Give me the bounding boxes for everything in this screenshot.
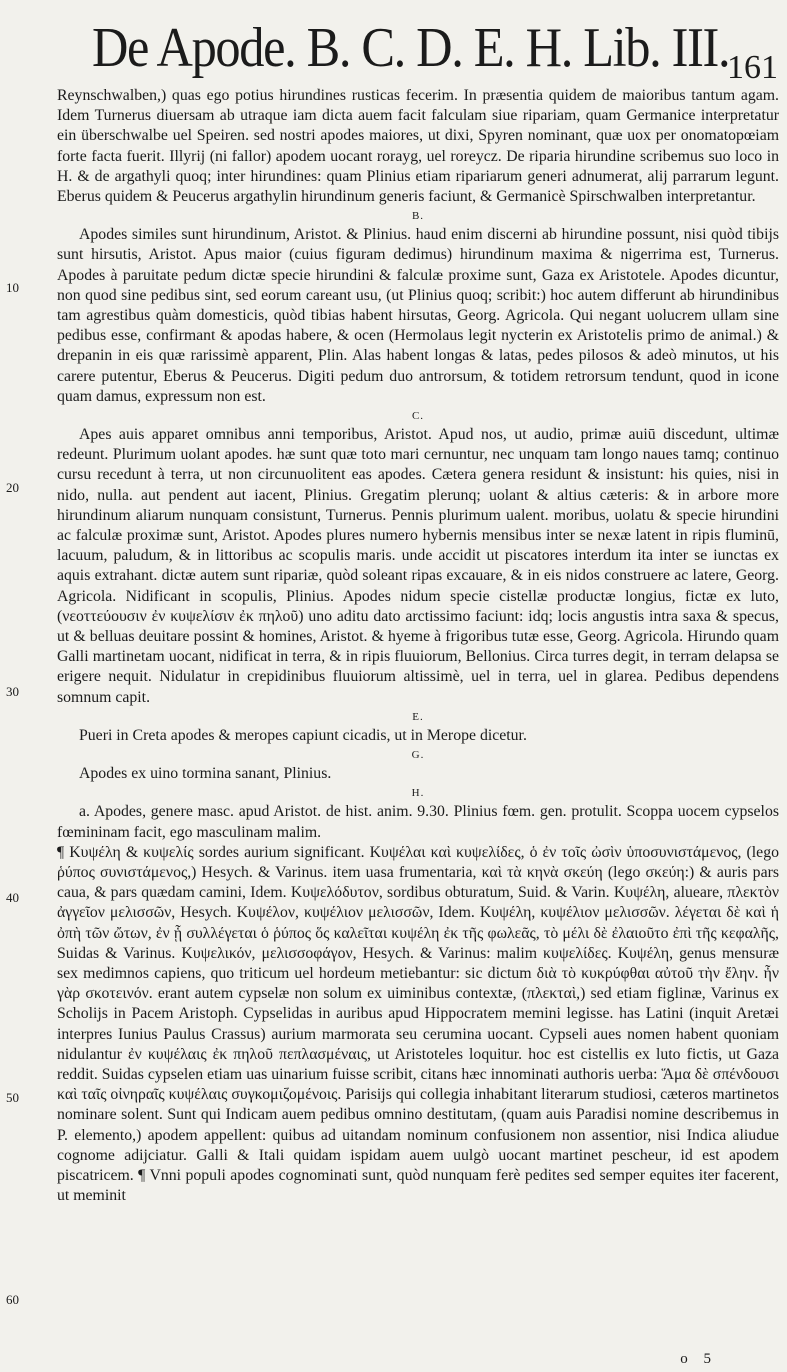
line-number: 10 bbox=[6, 280, 19, 295]
section-g-paragraph: Apodes ex uino tormina sanant, Plinius. bbox=[79, 765, 332, 783]
line-number: 50 bbox=[6, 1090, 19, 1105]
section-h-paragraph-a: a. Apodes, genere masc. apud Aristot. de hist. anim. 9.30. Plinius fœm. gen. protulit. Scoppa uocem cypselos fœmininam facit, ego masculinam malim. bbox=[57, 803, 779, 841]
line-number: 30 bbox=[6, 684, 19, 699]
line-number: 60 bbox=[6, 1292, 19, 1307]
section-c-heading: C. bbox=[411, 410, 425, 423]
running-head: De Apode. B. C. D. E. H. Lib. III. bbox=[92, 17, 730, 79]
page-header bbox=[92, 14, 782, 86]
intro-paragraph: Reynschwalben,) quas ego potius hirundines rusticas fecerim. In præsentia quidem de maioribus tantum agam. Idem Turnerus diuersam ab utraque iam dicta auem facit falculam siue ripariam, quam Germanice interpretatur ein überschwalbe uel Speiren. sed nostri apodes maiores, ut dixi, Spyren nominant, quæ uox per onomatopœiam forte facta fuerit. Illyrij (ni fallor) apodem uocant rorayg, uel roreycz. De riparia hirundine scribemus suo loco in H. & de argathyli quoq; inter hirundines: quam Plinius etiam ripariarum generi adnumerat, alij parrarum legunt. Eberus quidem & Peucerus argathylin hirundinum generis faciunt, & Germanicè Spirschwalben interpretantur. bbox=[57, 87, 779, 206]
signature-mark: o 5 bbox=[680, 1351, 717, 1367]
section-g-heading: G. bbox=[411, 749, 425, 762]
section-h-paragraph-b: ¶ Κυψέλη & κυψελίς sordes aurium significant. Κυψέλαι καὶ κυψελίδες, ὁ ἐν τοῖς ὠσὶν ὑποσυνιστάμενος, (lego ῥύπος συνιστάμενος,) Hesych. & Varinus. item uasa frumentaria, καὶ τὰ κηνὰ σκεύη (lego σκεύη:) & auris pars caua, & pars quædam camini, Idem. Κυψελόδυτον, sordibus obturatum, Suid. & Varin. Κυψέλη, alueare, πλεκτὸν ἀγγεῖον μελισσῶν, Hesych. Κυψέλον, κυψέλιον μελισσῶν, Idem. Κυψέλη, κυψέλιον μελισσῶν. λέγεται δὲ καὶ ἡ ὀπὴ τῶν ὤτων, ἐν ᾗ συλλέγεται ὁ ῥύπος ὅς καλεῖται κυψέλη ἐκ τῆς φωλεᾶς, τὸ μέλι δὲ ἐλαιοῦτο ἐπὶ τῆς κεφαλῆς, Suidas & Varinus. Κυψελικόν, μελισσοφάγον, Hesych. & Varinus: malim κυψελίδες. Κυψέλη, genus mensuræ sex medimnos capiens, quo triticum uel hordeum metiebantur: sic dictum διὰ τὸ κυκρύφθαι αὐτοῦ τὴν ἔλην. ἦν γὰρ σκοτεινόν. erant autem cypselæ non solum ex uiminibus contextæ, (πλεκταὶ,) sed etiam figlinæ, Varinus ex Scholijs in Pacem Aristoph. Cypselidas in auribus apud Hippocratem memini legisse. has Latini (inquit Aretæi interpres Iunius Paulus Crassus) aurium marmorata seu cerumina uocant. Cypseli aues nomen habent quoniam nidulantur ἐν κυψέλαις ἐκ πηλοῦ πεπλασμέναις, ut Aristoteles loquitur. hoc est cistellis ex luto fictis, ut Gaza reddit. Suidas cypselen etiam uas uinarium fuisse scribit, citans hæc innominati authoris uerba: Ἅμα δὲ σπένδουσι καὶ ταῖς οἰνηραῖς κυψέλαις συγκομιζομένοις. Parisijs qui collegia inhabitant literarum studiosi, cæteros martinetos nominare solent. Sunt qui Indicam auem pedibus omnino destitutam, (quam auis Paradisi nomine describemus in P. elemento,) apodem appellent: quibus ad uitandam nominum confusionem non assentior, nisi Indica aliudue cognome adijciatur. Galli & Itali quidam ispidam auem uulgò uocant martinet pescheur, id est apodem piscatricem. ¶ Vnni populi apodes cognominati sunt, quòd nunquam ferè pedites sed semper equites iter facerent, ut meminit bbox=[57, 843, 779, 1205]
section-b-paragraph: Apodes similes sunt hirundinum, Aristot. & Plinius. haud enim discerni ab hirundine possunt, nisi quòd tibijs sunt hirsutis, Aristot. Apus maior (cuius figuram dedimus) hirundinum maxima & nigerrima est, Turnerus. Apodes à paruitate pedum dictæ specie hirundini & falculæ proxime sunt, Gaza ex Aristotele. Apodes dicuntur, non quod sine pedibus sint, sed eorum careant usu, (ut Plinius quoq; scribit:) hoc autem differunt ab hirundinibus tam agrestibus quàm domesticis, quòd tibias habent hirsutas, Georg. Agricola. Qui negant uolucrem ullam sine pedibus esse, confirmant & apodas habere, & ocen (Hermolaus legit nycterin ex Aristotelis primo de animal.) & drepanin in eis quæ rarissimè apparent, Plin. Alas habent longas & latas, pedes pilosos & adeò minutos, ut his carere putentur, Eberus & Peucerus. Digiti pedum duo antrorsum, & totidem retrorsum tendunt, quod in icone quam damus, expressum non est. bbox=[57, 226, 779, 405]
line-number: 40 bbox=[6, 890, 19, 905]
page-number: 161 bbox=[727, 49, 778, 86]
text-body bbox=[57, 86, 779, 1206]
section-h-heading: H. bbox=[411, 787, 425, 800]
section-e-heading: E. bbox=[412, 710, 424, 723]
section-b-heading: B. bbox=[411, 210, 425, 223]
section-c-paragraph: Apes auis apparet omnibus anni temporibus, Aristot. Apud nos, ut audio, primæ auiū discedunt, ultimæ redeunt. Plurimum uolant apodes. hæ sunt quæ toto mari cernuntur, nec unquam tam longo naues tamq; continuo cursu recedunt à terra, ut non circunuolitent eas apodes. Cætera genera residunt & insistunt: his quies, nisi in nido, nulla. aut pendent aut iacent, Plinius. Gregatim plerunq; uolant & altius cæteris: & in arbore more hirundinum aliarum nunquam consistunt, Turnerus. Pennis plurimum ualent. moribus, uolatu & specie hirundini ac falculæ proximæ sunt, Aristot. Apodes plures numero hybernis mensibus inter se nexæ latent in ripis fluminū, lacuum, paludum, & in littoribus ac scopulis maris. unde accidit ut piscatores interdum ita inter se iunctas ex aquis extrahant. dictæ autem sunt ripariæ, quòd soleant ripas excauare, & in eis nidos construere ac latere, Georg. Agricola. Nidificant in scopulis, Plinius. Apodes nidum specie cistellæ productæ longius, fictæ ex luto, (νεοττεύουσιν ἐν κυψελίσιν ἐκ πηλοῦ) uno aditu dato arctissimo faciunt: idq; locis angustis intra saxa & specus, ut & belluas deuitare possint & homines, Aristot. & hyeme à frigoribus tutæ esse, Georg. Agricola. Hirundo quam Galli martinetam uocant, nidificat in terra, & in ripis fluuiorum, Bellonius. Circa turres degit, in terram delapsa se erigere nequit. Nidulatur in crepidinibus fluuiorum altissimè, uel in terra, uel in glarea. Pedibus dependens somnum capit. bbox=[57, 426, 779, 706]
section-e-paragraph: Pueri in Creta apodes & meropes capiunt cicadis, ut in Merope dicetur. bbox=[79, 726, 527, 744]
line-number: 20 bbox=[6, 480, 19, 495]
